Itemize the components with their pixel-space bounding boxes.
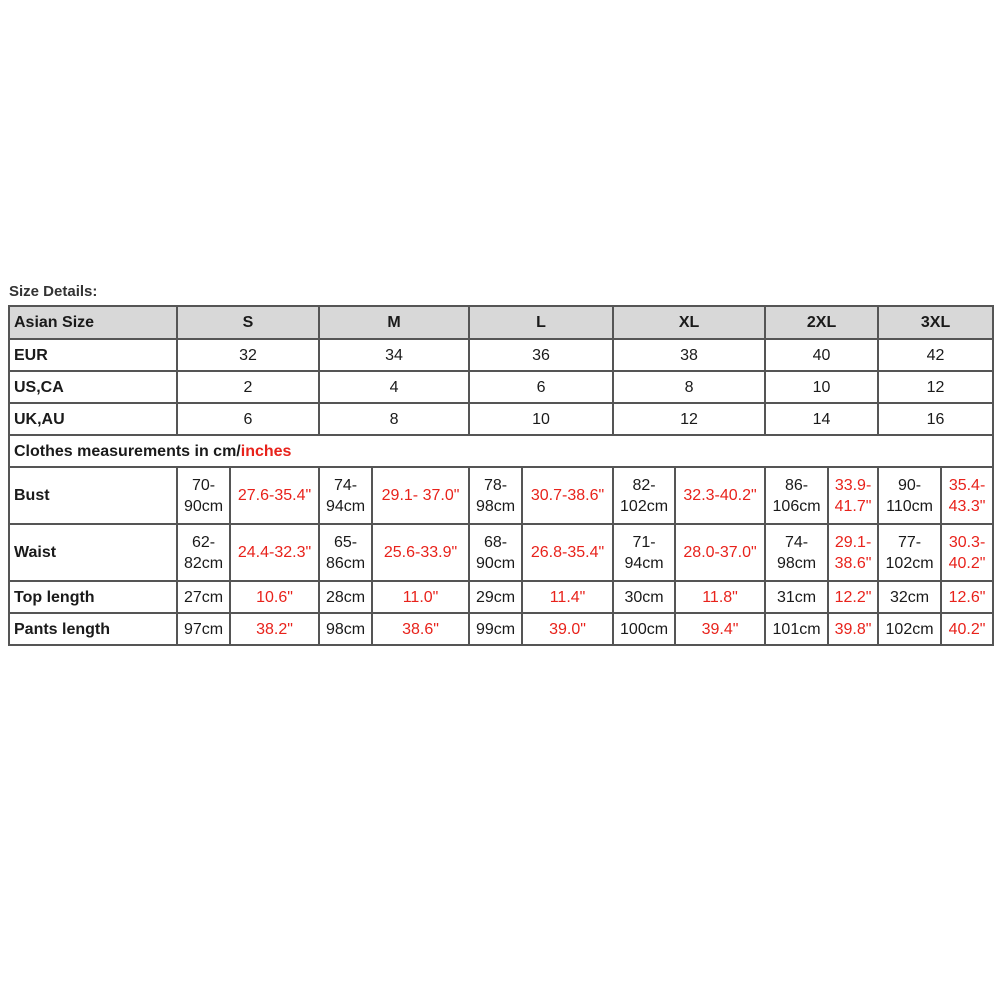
cm-cell: 82- 102cm <box>613 467 675 524</box>
cm-cell: 86- 106cm <box>765 467 828 524</box>
inch-cell: 25.6-33.9" <box>372 524 469 581</box>
inch-cell: 40.2" <box>941 613 993 645</box>
inch-cell: 12.2" <box>828 581 878 613</box>
size-chart-table <box>8 305 994 646</box>
inch-cell: 29.1- 38.6" <box>828 524 878 581</box>
section-title <box>9 435 993 467</box>
table-cell: 32 <box>177 339 319 371</box>
cm-cell: 65- 86cm <box>319 524 372 581</box>
inch-cell: 30.7-38.6" <box>522 467 613 524</box>
inch-cell: 38.2" <box>230 613 319 645</box>
cm-cell: 31cm <box>765 581 828 613</box>
table-cell: 36 <box>469 339 613 371</box>
row-label: US,CA <box>9 371 177 403</box>
cm-cell: 70- 90cm <box>177 467 230 524</box>
cm-cell: 78- 98cm <box>469 467 522 524</box>
size-header-s: S <box>177 306 319 339</box>
row-label: UK,AU <box>9 403 177 435</box>
page-title: Size Details: <box>9 283 98 300</box>
size-header-m: M <box>319 306 469 339</box>
size-header-l: L <box>469 306 613 339</box>
header-row <box>9 306 993 339</box>
row-label: Waist <box>9 524 177 581</box>
row-label: EUR <box>9 339 177 371</box>
table-cell: 42 <box>878 339 993 371</box>
table-cell: 8 <box>319 403 469 435</box>
inch-cell: 26.8-35.4" <box>522 524 613 581</box>
measurement-row <box>9 581 993 613</box>
table-cell: 16 <box>878 403 993 435</box>
inch-cell: 11.4" <box>522 581 613 613</box>
table-cell: 10 <box>765 371 878 403</box>
cm-cell: 99cm <box>469 613 522 645</box>
measurements-body <box>9 467 993 645</box>
inch-cell: 29.1- 37.0" <box>372 467 469 524</box>
inch-cell: 11.8" <box>675 581 765 613</box>
inch-cell: 30.3- 40.2" <box>941 524 993 581</box>
inch-cell: 11.0" <box>372 581 469 613</box>
table-cell: 2 <box>177 371 319 403</box>
cm-cell: 32cm <box>878 581 941 613</box>
section-highlight: inches <box>240 442 292 460</box>
section-row <box>9 435 993 467</box>
inch-cell: 39.4" <box>675 613 765 645</box>
inch-cell: 10.6" <box>230 581 319 613</box>
section-text: Clothes measurements in cm/ <box>14 442 241 460</box>
cm-cell: 102cm <box>878 613 941 645</box>
cm-cell: 27cm <box>177 581 230 613</box>
size-header-2xl: 2XL <box>765 306 878 339</box>
inch-cell: 12.6" <box>941 581 993 613</box>
table-cell: 12 <box>613 403 765 435</box>
inch-cell: 39.0" <box>522 613 613 645</box>
inch-cell: 28.0-37.0" <box>675 524 765 581</box>
conversion-row-uk-au <box>9 403 993 435</box>
inch-cell: 27.6-35.4" <box>230 467 319 524</box>
cm-cell: 71- 94cm <box>613 524 675 581</box>
size-header-3xl: 3XL <box>878 306 993 339</box>
table-cell: 4 <box>319 371 469 403</box>
measurement-row <box>9 613 993 645</box>
inch-cell: 24.4-32.3" <box>230 524 319 581</box>
cm-cell: 68- 90cm <box>469 524 522 581</box>
cm-cell: 74- 94cm <box>319 467 372 524</box>
inch-cell: 33.9- 41.7" <box>828 467 878 524</box>
cm-cell: 98cm <box>319 613 372 645</box>
inch-cell: 35.4- 43.3" <box>941 467 993 524</box>
cm-cell: 28cm <box>319 581 372 613</box>
inch-cell: 38.6" <box>372 613 469 645</box>
cm-cell: 74- 98cm <box>765 524 828 581</box>
conversion-row-us-ca <box>9 371 993 403</box>
inch-cell: 32.3-40.2" <box>675 467 765 524</box>
cm-cell: 30cm <box>613 581 675 613</box>
table-cell: 38 <box>613 339 765 371</box>
header-label: Asian Size <box>9 306 177 339</box>
row-label: Top length <box>9 581 177 613</box>
measurement-row <box>9 524 993 581</box>
cm-cell: 100cm <box>613 613 675 645</box>
table-cell: 12 <box>878 371 993 403</box>
cm-cell: 90- 110cm <box>878 467 941 524</box>
inch-cell: 39.8" <box>828 613 878 645</box>
measurement-row <box>9 467 993 524</box>
table-cell: 14 <box>765 403 878 435</box>
cm-cell: 62- 82cm <box>177 524 230 581</box>
table-cell: 6 <box>177 403 319 435</box>
row-label: Bust <box>9 467 177 524</box>
row-label: Pants length <box>9 613 177 645</box>
cm-cell: 101cm <box>765 613 828 645</box>
table-cell: 8 <box>613 371 765 403</box>
table-cell: 34 <box>319 339 469 371</box>
cm-cell: 77- 102cm <box>878 524 941 581</box>
cm-cell: 29cm <box>469 581 522 613</box>
table-cell: 40 <box>765 339 878 371</box>
size-header-xl: XL <box>613 306 765 339</box>
table-cell: 6 <box>469 371 613 403</box>
cm-cell: 97cm <box>177 613 230 645</box>
conversion-row-eur <box>9 339 993 371</box>
table-cell: 10 <box>469 403 613 435</box>
